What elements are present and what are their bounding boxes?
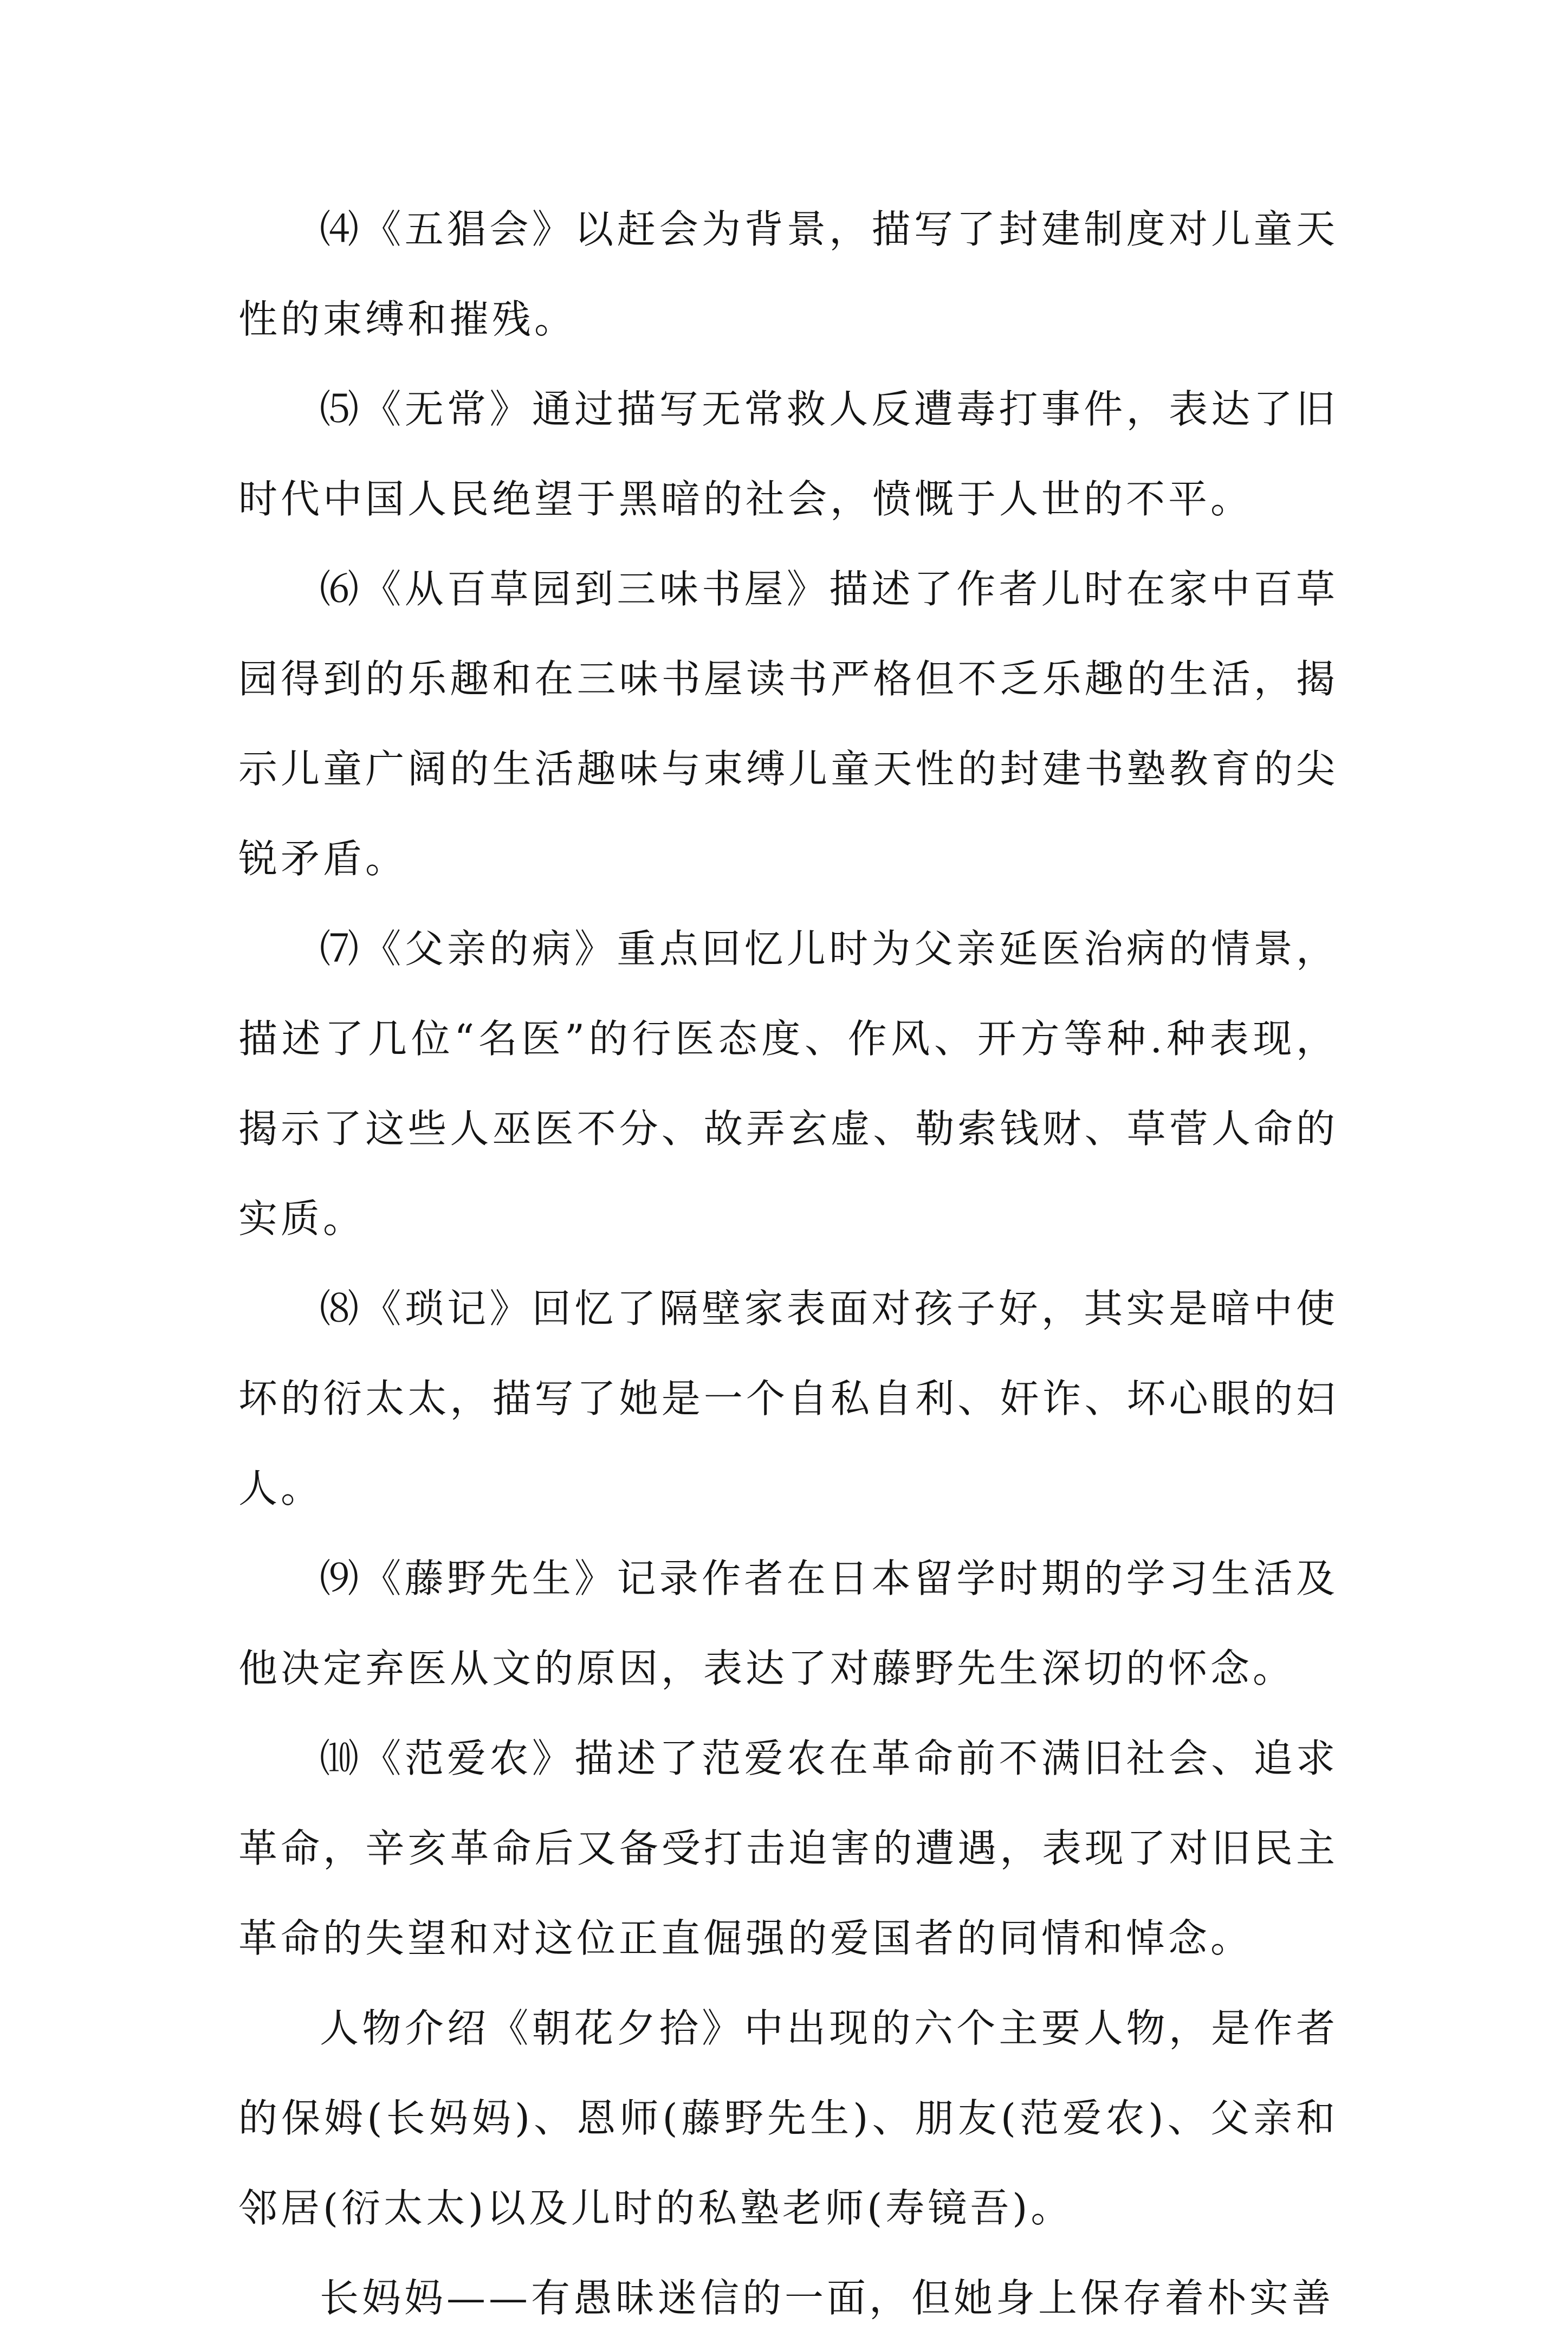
paragraph-chang-mama: 长妈妈——有愚昧迷信的一面，但她身上保存着朴实善 [320,2275,1334,2321]
paragraph-wuchang: ⑸《无常》通过描写无常救人反遭毒打事件，表达了旧时代中国人民绝望于黑暗的社会，愤慨于人世的不平。 [238,386,1338,522]
paragraph-tengye-xiansheng: ⑼《藤野先生》记录作者在日本留学时期的学习生活及他决定弃医从文的原因，表达了对藤野先生深切的怀念。 [238,1556,1338,1691]
paragraph-fuqin-de-bing: ⑺《父亲的病》重点回忆儿时为父亲延医治病的情景，描述了几位“名医”的行医态度、作风、开方等种.种表现，揭示了这些人巫医不分、故弄玄虚、勒索钱财、草菅人命的实质。 [238,926,1338,1241]
paragraph-wuchanghui: ⑷《五猖会》以赶会为背景，描写了封建制度对儿童天性的束缚和摧残。 [238,206,1338,342]
paragraph-baicaoyuan: ⑹《从百草园到三味书屋》描述了作者儿时在家中百草园得到的乐趣和在三味书屋读书严格但不乏乐趣的生活，揭示儿童广阔的生活趣味与束缚儿童天性的封建书塾教育的尖锐矛盾。 [238,566,1338,882]
paragraph-suoji: ⑻《琐记》回忆了隔壁家表面对孩子好，其实是暗中使坏的衍太太，描写了她是一个自私自利、奸诈、坏心眼的妇人。 [238,1286,1338,1511]
document-body [238,184,1338,2343]
paragraph-character-intro: 人物介绍《朝花夕拾》中出现的六个主要人物，是作者的保姆(长妈妈)、恩师(藤野先生)、朋友(范爱农)、父亲和邻居(衍太太)以及儿时的私塾老师(寿镜吾)。 [238,2005,1338,2231]
paragraph-fan-ainong: ⑽《范爱农》描述了范爱农在革命前不满旧社会、追求革命，辛亥革命后又备受打击迫害的遭遇，表现了对旧民主革命的失望和对这位正直倔强的爱国者的同情和悼念。 [238,1736,1338,1961]
